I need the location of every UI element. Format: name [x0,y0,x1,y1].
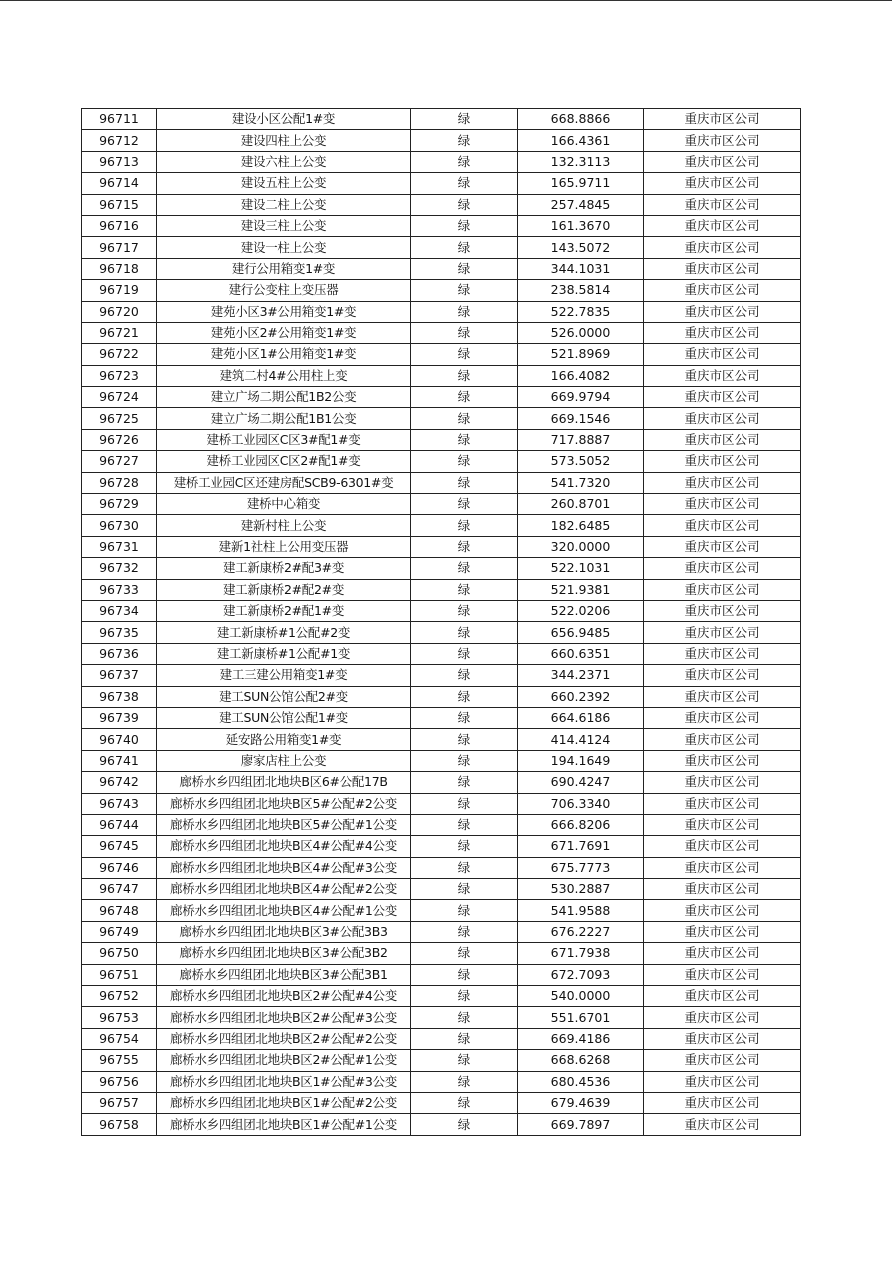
company-cell: 重庆市区公司 [644,579,801,600]
value-cell: 166.4361 [518,130,644,151]
table-row [82,173,801,194]
value-cell: 521.9381 [518,579,644,600]
company-cell: 重庆市区公司 [644,729,801,750]
row-id-cell: 96716 [82,215,157,236]
transformer-name-cell: 建工新康桥2#配3#变 [157,558,411,579]
color-label-cell: 绿 [411,322,518,343]
value-cell: 669.1546 [518,408,644,429]
transformer-name-cell: 建新村柱上公变 [157,515,411,536]
value-cell: 675.7773 [518,857,644,878]
row-id-cell: 96735 [82,622,157,643]
row-id-cell: 96747 [82,879,157,900]
company-cell: 重庆市区公司 [644,408,801,429]
color-label-cell: 绿 [411,280,518,301]
value-cell: 676.2227 [518,921,644,942]
transformer-name-cell: 建桥工业园区C区2#配1#变 [157,451,411,472]
color-label-cell: 绿 [411,729,518,750]
transformer-name-cell: 建工新康桥#1公配#2变 [157,622,411,643]
value-cell: 669.4186 [518,1028,644,1049]
table-row [82,408,801,429]
table-row [82,665,801,686]
table-row [82,1050,801,1071]
value-cell: 320.0000 [518,536,644,557]
color-label-cell: 绿 [411,772,518,793]
table-row [82,707,801,728]
company-cell: 重庆市区公司 [644,707,801,728]
table-row [82,451,801,472]
transformer-name-cell: 建设五柱上公变 [157,173,411,194]
value-cell: 660.2392 [518,686,644,707]
company-cell: 重庆市区公司 [644,301,801,322]
value-cell: 671.7938 [518,943,644,964]
table-row [82,258,801,279]
row-id-cell: 96737 [82,665,157,686]
company-cell: 重庆市区公司 [644,429,801,450]
value-cell: 166.4082 [518,365,644,386]
color-label-cell: 绿 [411,900,518,921]
table-row [82,579,801,600]
company-cell: 重庆市区公司 [644,387,801,408]
table-row [82,387,801,408]
table-row [82,515,801,536]
table-row [82,793,801,814]
company-cell: 重庆市区公司 [644,1071,801,1092]
company-cell: 重庆市区公司 [644,750,801,771]
value-cell: 344.1031 [518,258,644,279]
transformer-table [81,108,801,1136]
table-row [82,472,801,493]
row-id-cell: 96739 [82,707,157,728]
transformer-name-cell: 廊桥水乡四组团北地块B区5#公配#2公变 [157,793,411,814]
transformer-name-cell: 廊桥水乡四组团北地块B区2#公配#2公变 [157,1028,411,1049]
value-cell: 522.0206 [518,600,644,621]
value-cell: 540.0000 [518,986,644,1007]
row-id-cell: 96757 [82,1092,157,1113]
value-cell: 238.5814 [518,280,644,301]
row-id-cell: 96717 [82,237,157,258]
transformer-name-cell: 建工SUN公馆公配1#变 [157,707,411,728]
color-label-cell: 绿 [411,494,518,515]
table-row [82,643,801,664]
company-cell: 重庆市区公司 [644,772,801,793]
value-cell: 551.6701 [518,1007,644,1028]
table-row [82,879,801,900]
row-id-cell: 96711 [82,109,157,130]
row-id-cell: 96728 [82,472,157,493]
value-cell: 521.8969 [518,344,644,365]
company-cell: 重庆市区公司 [644,515,801,536]
row-id-cell: 96750 [82,943,157,964]
value-cell: 541.7320 [518,472,644,493]
company-cell: 重庆市区公司 [644,322,801,343]
table-row [82,600,801,621]
value-cell: 668.8866 [518,109,644,130]
color-label-cell: 绿 [411,707,518,728]
color-label-cell: 绿 [411,558,518,579]
table-row [82,943,801,964]
company-cell: 重庆市区公司 [644,151,801,172]
row-id-cell: 96731 [82,536,157,557]
row-id-cell: 96748 [82,900,157,921]
table-row [82,429,801,450]
table-row [82,1114,801,1135]
row-id-cell: 96742 [82,772,157,793]
transformer-name-cell: 廊桥水乡四组团北地块B区4#公配#1公变 [157,900,411,921]
transformer-name-cell: 廖家店柱上公变 [157,750,411,771]
company-cell: 重庆市区公司 [644,836,801,857]
table-row [82,1007,801,1028]
row-id-cell: 96720 [82,301,157,322]
transformer-name-cell: 廊桥水乡四组团北地块B区2#公配#4公变 [157,986,411,1007]
company-cell: 重庆市区公司 [644,643,801,664]
transformer-name-cell: 廊桥水乡四组团北地块B区1#公配#2公变 [157,1092,411,1113]
value-cell: 671.7691 [518,836,644,857]
company-cell: 重庆市区公司 [644,622,801,643]
company-cell: 重庆市区公司 [644,665,801,686]
color-label-cell: 绿 [411,429,518,450]
row-id-cell: 96736 [82,643,157,664]
color-label-cell: 绿 [411,130,518,151]
value-cell: 526.0000 [518,322,644,343]
value-cell: 668.6268 [518,1050,644,1071]
value-cell: 522.7835 [518,301,644,322]
color-label-cell: 绿 [411,879,518,900]
table-row [82,109,801,130]
value-cell: 660.6351 [518,643,644,664]
color-label-cell: 绿 [411,194,518,215]
color-label-cell: 绿 [411,579,518,600]
value-cell: 656.9485 [518,622,644,643]
table-row [82,921,801,942]
company-cell: 重庆市区公司 [644,879,801,900]
company-cell: 重庆市区公司 [644,494,801,515]
transformer-name-cell: 廊桥水乡四组团北地块B区2#公配#3公变 [157,1007,411,1028]
row-id-cell: 96718 [82,258,157,279]
company-cell: 重庆市区公司 [644,964,801,985]
color-label-cell: 绿 [411,1114,518,1135]
color-label-cell: 绿 [411,215,518,236]
company-cell: 重庆市区公司 [644,472,801,493]
color-label-cell: 绿 [411,921,518,942]
transformer-name-cell: 建设四柱上公变 [157,130,411,151]
table-body [82,109,801,1136]
company-cell: 重庆市区公司 [644,921,801,942]
company-cell: 重庆市区公司 [644,344,801,365]
table-row [82,772,801,793]
value-cell: 344.2371 [518,665,644,686]
company-cell: 重庆市区公司 [644,1114,801,1135]
transformer-name-cell: 建新1社柱上公用变压器 [157,536,411,557]
company-cell: 重庆市区公司 [644,857,801,878]
transformer-name-cell: 廊桥水乡四组团北地块B区1#公配#1公变 [157,1114,411,1135]
value-cell: 414.4124 [518,729,644,750]
transformer-name-cell: 建苑小区1#公用箱变1#变 [157,344,411,365]
transformer-name-cell: 廊桥水乡四组团北地块B区6#公配17B [157,772,411,793]
color-label-cell: 绿 [411,600,518,621]
table-row [82,215,801,236]
color-label-cell: 绿 [411,301,518,322]
color-label-cell: 绿 [411,665,518,686]
table-row [82,494,801,515]
color-label-cell: 绿 [411,643,518,664]
row-id-cell: 96744 [82,814,157,835]
value-cell: 161.3670 [518,215,644,236]
transformer-name-cell: 建设六柱上公变 [157,151,411,172]
transformer-name-cell: 建行公变柱上变压器 [157,280,411,301]
row-id-cell: 96758 [82,1114,157,1135]
color-label-cell: 绿 [411,964,518,985]
company-cell: 重庆市区公司 [644,814,801,835]
transformer-name-cell: 廊桥水乡四组团北地块B区4#公配#2公变 [157,879,411,900]
color-label-cell: 绿 [411,387,518,408]
company-cell: 重庆市区公司 [644,194,801,215]
row-id-cell: 96713 [82,151,157,172]
transformer-name-cell: 廊桥水乡四组团北地块B区2#公配#1公变 [157,1050,411,1071]
transformer-name-cell: 建工新康桥2#配2#变 [157,579,411,600]
transformer-name-cell: 廊桥水乡四组团北地块B区1#公配#3公变 [157,1071,411,1092]
row-id-cell: 96755 [82,1050,157,1071]
company-cell: 重庆市区公司 [644,1092,801,1113]
color-label-cell: 绿 [411,151,518,172]
color-label-cell: 绿 [411,173,518,194]
row-id-cell: 96726 [82,429,157,450]
table-row [82,536,801,557]
value-cell: 679.4639 [518,1092,644,1113]
table-row [82,130,801,151]
company-cell: 重庆市区公司 [644,215,801,236]
row-id-cell: 96719 [82,280,157,301]
transformer-name-cell: 建苑小区2#公用箱变1#变 [157,322,411,343]
table-row [82,1092,801,1113]
color-label-cell: 绿 [411,365,518,386]
table-row [82,558,801,579]
transformer-name-cell: 建行公用箱变1#变 [157,258,411,279]
transformer-name-cell: 建桥工业园区C区3#配1#变 [157,429,411,450]
table-row [82,964,801,985]
value-cell: 573.5052 [518,451,644,472]
company-cell: 重庆市区公司 [644,109,801,130]
table-row [82,194,801,215]
company-cell: 重庆市区公司 [644,1028,801,1049]
color-label-cell: 绿 [411,1092,518,1113]
value-cell: 165.9711 [518,173,644,194]
color-label-cell: 绿 [411,1071,518,1092]
transformer-name-cell: 建工新康桥#1公配#1变 [157,643,411,664]
transformer-name-cell: 建桥工业园C区还建房配SCB9-6301#变 [157,472,411,493]
color-label-cell: 绿 [411,814,518,835]
company-cell: 重庆市区公司 [644,986,801,1007]
color-label-cell: 绿 [411,451,518,472]
row-id-cell: 96738 [82,686,157,707]
color-label-cell: 绿 [411,237,518,258]
value-cell: 257.4845 [518,194,644,215]
row-id-cell: 96753 [82,1007,157,1028]
company-cell: 重庆市区公司 [644,258,801,279]
row-id-cell: 96712 [82,130,157,151]
row-id-cell: 96715 [82,194,157,215]
value-cell: 664.6186 [518,707,644,728]
row-id-cell: 96723 [82,365,157,386]
page-top-border [0,0,892,1]
company-cell: 重庆市区公司 [644,1050,801,1071]
table-row [82,151,801,172]
transformer-name-cell: 建设小区公配1#变 [157,109,411,130]
row-id-cell: 96756 [82,1071,157,1092]
color-label-cell: 绿 [411,408,518,429]
value-cell: 666.8206 [518,814,644,835]
row-id-cell: 96732 [82,558,157,579]
table-row [82,1028,801,1049]
company-cell: 重庆市区公司 [644,600,801,621]
table-row [82,836,801,857]
company-cell: 重庆市区公司 [644,237,801,258]
transformer-name-cell: 延安路公用箱变1#变 [157,729,411,750]
table-row [82,365,801,386]
value-cell: 672.7093 [518,964,644,985]
table-row [82,729,801,750]
row-id-cell: 96734 [82,600,157,621]
value-cell: 260.8701 [518,494,644,515]
table-row [82,280,801,301]
value-cell: 669.9794 [518,387,644,408]
color-label-cell: 绿 [411,986,518,1007]
table-row [82,814,801,835]
value-cell: 132.3113 [518,151,644,172]
company-cell: 重庆市区公司 [644,900,801,921]
company-cell: 重庆市区公司 [644,173,801,194]
color-label-cell: 绿 [411,943,518,964]
row-id-cell: 96745 [82,836,157,857]
row-id-cell: 96751 [82,964,157,985]
row-id-cell: 96730 [82,515,157,536]
table-row [82,301,801,322]
row-id-cell: 96740 [82,729,157,750]
company-cell: 重庆市区公司 [644,280,801,301]
row-id-cell: 96727 [82,451,157,472]
transformer-name-cell: 建设二柱上公变 [157,194,411,215]
transformer-name-cell: 建工SUN公馆公配2#变 [157,686,411,707]
transformer-name-cell: 建工三建公用箱变1#变 [157,665,411,686]
color-label-cell: 绿 [411,344,518,365]
row-id-cell: 96749 [82,921,157,942]
transformer-name-cell: 建苑小区3#公用箱变1#变 [157,301,411,322]
color-label-cell: 绿 [411,258,518,279]
transformer-name-cell: 廊桥水乡四组团北地块B区4#公配#4公变 [157,836,411,857]
company-cell: 重庆市区公司 [644,686,801,707]
table-row [82,750,801,771]
transformer-name-cell: 廊桥水乡四组团北地块B区3#公配3B1 [157,964,411,985]
value-cell: 194.1649 [518,750,644,771]
color-label-cell: 绿 [411,750,518,771]
color-label-cell: 绿 [411,857,518,878]
value-cell: 669.7897 [518,1114,644,1135]
row-id-cell: 96752 [82,986,157,1007]
transformer-name-cell: 廊桥水乡四组团北地块B区5#公配#1公变 [157,814,411,835]
company-cell: 重庆市区公司 [644,130,801,151]
color-label-cell: 绿 [411,1050,518,1071]
row-id-cell: 96746 [82,857,157,878]
color-label-cell: 绿 [411,1028,518,1049]
transformer-name-cell: 廊桥水乡四组团北地块B区4#公配#3公变 [157,857,411,878]
company-cell: 重庆市区公司 [644,943,801,964]
row-id-cell: 96729 [82,494,157,515]
row-id-cell: 96743 [82,793,157,814]
value-cell: 717.8887 [518,429,644,450]
table-row [82,622,801,643]
company-cell: 重庆市区公司 [644,451,801,472]
company-cell: 重庆市区公司 [644,558,801,579]
value-cell: 522.1031 [518,558,644,579]
value-cell: 541.9588 [518,900,644,921]
row-id-cell: 96722 [82,344,157,365]
transformer-name-cell: 建工新康桥2#配1#变 [157,600,411,621]
row-id-cell: 96714 [82,173,157,194]
value-cell: 690.4247 [518,772,644,793]
color-label-cell: 绿 [411,686,518,707]
row-id-cell: 96724 [82,387,157,408]
company-cell: 重庆市区公司 [644,536,801,557]
transformer-name-cell: 建设三柱上公变 [157,215,411,236]
table-row [82,322,801,343]
value-cell: 706.3340 [518,793,644,814]
row-id-cell: 96733 [82,579,157,600]
color-label-cell: 绿 [411,622,518,643]
transformer-name-cell: 廊桥水乡四组团北地块B区3#公配3B3 [157,921,411,942]
company-cell: 重庆市区公司 [644,1007,801,1028]
value-cell: 182.6485 [518,515,644,536]
table-row [82,900,801,921]
transformer-name-cell: 建筑二村4#公用柱上变 [157,365,411,386]
color-label-cell: 绿 [411,515,518,536]
company-cell: 重庆市区公司 [644,793,801,814]
transformer-name-cell: 建立广场二期公配1B1公变 [157,408,411,429]
transformer-name-cell: 建设一柱上公变 [157,237,411,258]
row-id-cell: 96725 [82,408,157,429]
color-label-cell: 绿 [411,472,518,493]
transformer-name-cell: 建桥中心箱变 [157,494,411,515]
color-label-cell: 绿 [411,109,518,130]
company-cell: 重庆市区公司 [644,365,801,386]
row-id-cell: 96721 [82,322,157,343]
table-row [82,857,801,878]
value-cell: 530.2887 [518,879,644,900]
table-row [82,686,801,707]
transformer-name-cell: 建立广场二期公配1B2公变 [157,387,411,408]
table-row [82,986,801,1007]
value-cell: 680.4536 [518,1071,644,1092]
color-label-cell: 绿 [411,1007,518,1028]
table-row [82,237,801,258]
color-label-cell: 绿 [411,536,518,557]
value-cell: 143.5072 [518,237,644,258]
row-id-cell: 96754 [82,1028,157,1049]
table-row [82,1071,801,1092]
table-row [82,344,801,365]
transformer-name-cell: 廊桥水乡四组团北地块B区3#公配3B2 [157,943,411,964]
row-id-cell: 96741 [82,750,157,771]
color-label-cell: 绿 [411,793,518,814]
color-label-cell: 绿 [411,836,518,857]
